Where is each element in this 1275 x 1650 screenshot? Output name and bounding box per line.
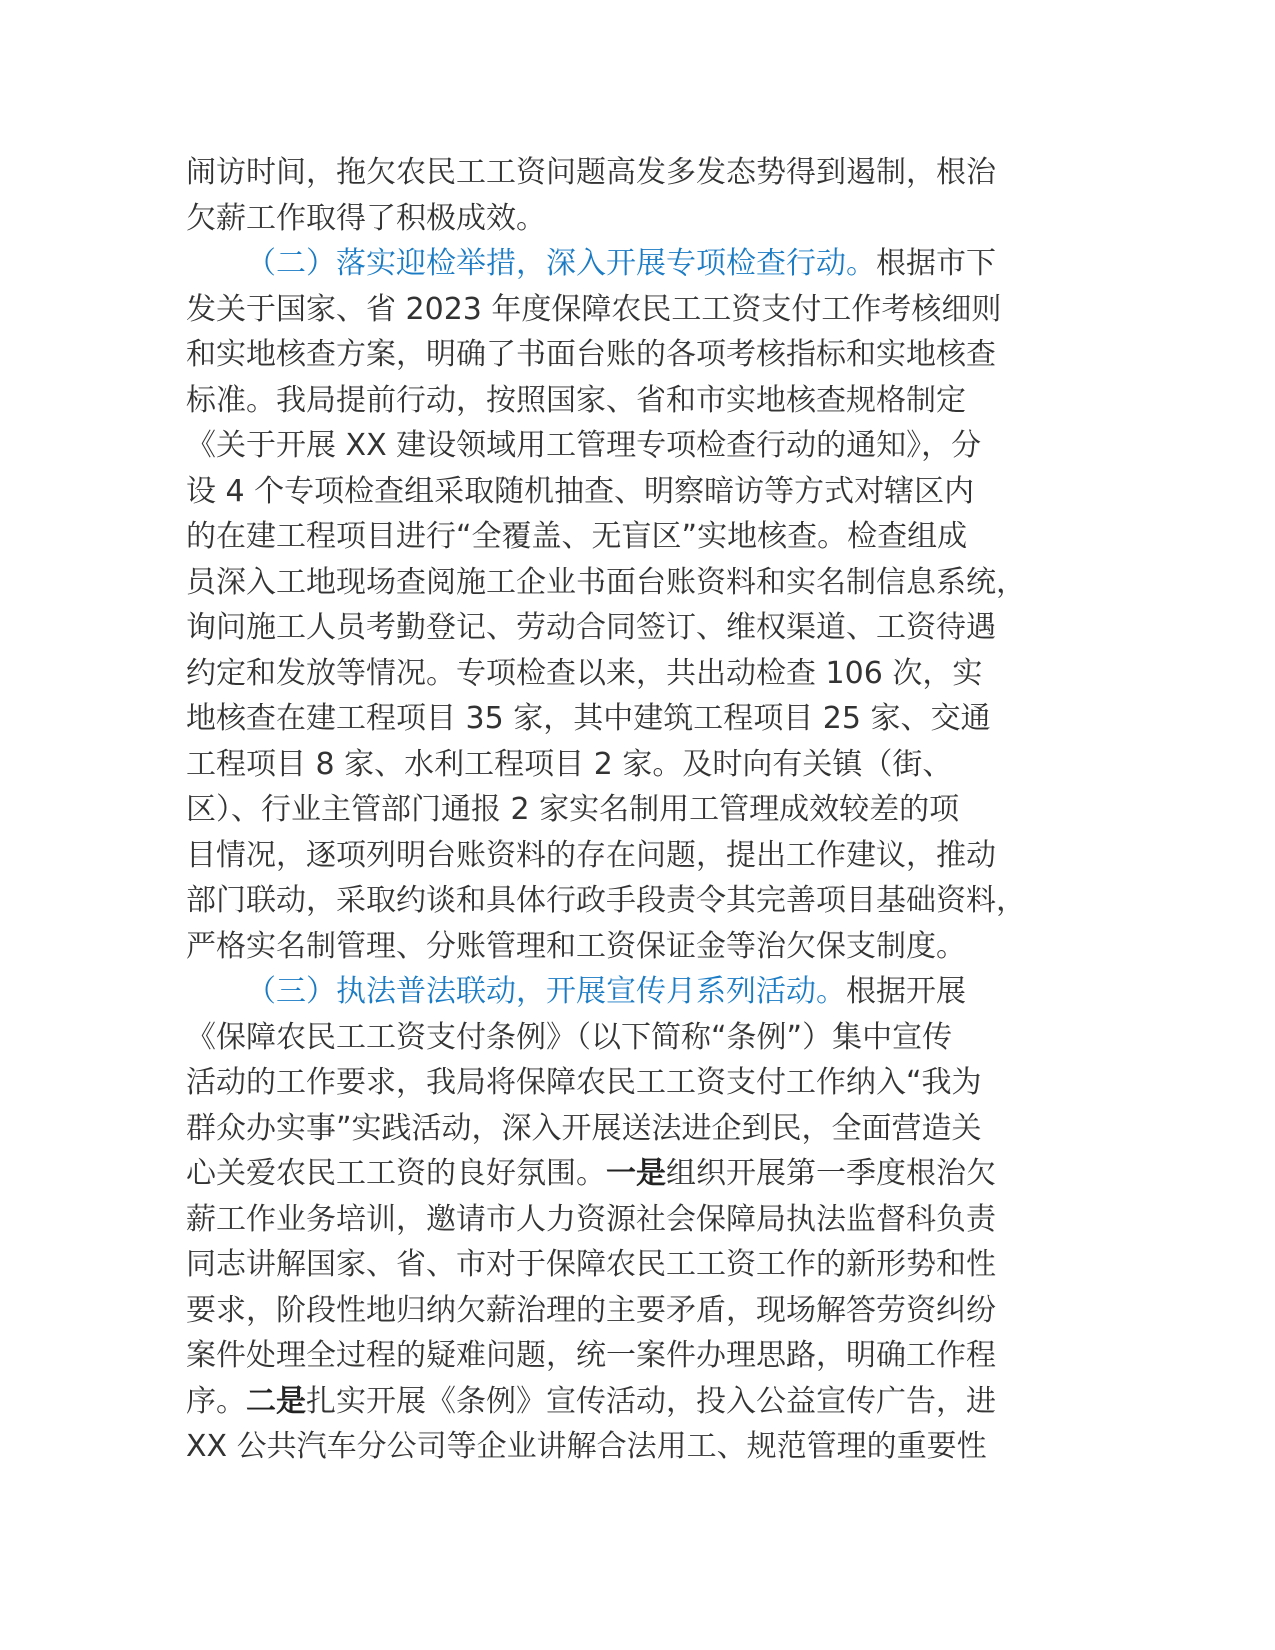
text-line — [186, 1379, 1096, 1425]
text-line: 薪工作业务培训，邀请市人力资源社会保障局执法监督科负责 — [186, 1201, 996, 1237]
text-line — [186, 1151, 1096, 1197]
section-heading: （三）执法普法联动，开展宣传月系列活动。 — [246, 974, 846, 1009]
text-span: 组织开展第一季度根治欠 — [666, 1156, 996, 1191]
text-line: 《保障农民工工资支付条例》（以下简称“条例”）集中宣传 — [186, 1019, 953, 1055]
text-line: 发关于国家、省 2023 年度保障农民工工资支付工作考核细则 — [186, 291, 1002, 327]
text-span: 根据开展 — [846, 974, 966, 1009]
text-line: 欠薪工作取得了积极成效。 — [186, 200, 546, 236]
bold-marker: 二是 — [246, 1383, 306, 1419]
text-span: 心关爱农民工工资的良好氛围。 — [186, 1156, 606, 1191]
text-span: 扎实开展《条例》宣传活动，投入公益宣传广告，进 — [306, 1383, 996, 1419]
text-span: 序。 — [186, 1383, 246, 1419]
text-line: 目情况，逐项列明台账资料的存在问题，提出工作建议，推动 — [186, 837, 996, 873]
text-line: 同志讲解国家、省、市对于保障农民工工资工作的新形势和性 — [186, 1247, 996, 1282]
text-line: 设 4 个专项检查组采取随机抽查、明察暗访等方式对辖区内 — [186, 473, 975, 509]
text-line: 员深入工地现场查阅施工企业书面台账资料和实名制信息系统， — [186, 564, 1026, 600]
section-heading-line — [186, 969, 1096, 1015]
bold-marker: 一是 — [606, 1156, 666, 1191]
text-span: 根据市下 — [876, 246, 996, 281]
text-line: 严格实名制管理、分账管理和工资保证金等治欠保支制度。 — [186, 928, 966, 964]
text-line: 案件处理全过程的疑难问题，统一案件办理思路，明确工作程 — [186, 1338, 996, 1373]
section-heading-line — [186, 241, 1096, 287]
document-body — [186, 150, 1096, 1470]
text-line: 的在建工程项目进行“全覆盖、无盲区”实地核查。检查组成 — [186, 519, 968, 554]
text-line: 闹访时间，拖欠农民工工资问题高发多发态势得到遏制，根治 — [186, 155, 996, 190]
text-line: 区）、行业主管部门通报 2 家实名制用工管理成效较差的项 — [186, 792, 960, 827]
text-line: 《关于开展 XX 建设领域用工管理专项检查行动的通知》，分 — [186, 428, 982, 463]
text-line: 活动的工作要求，我局将保障农民工工资支付工作纳入“我为 — [186, 1065, 982, 1100]
section-heading: （二）落实迎检举措，深入开展专项检查行动。 — [246, 246, 876, 281]
text-line: 工程项目 8 家、水利工程项目 2 家。及时向有关镇（街、 — [186, 746, 953, 782]
text-line: 群众办实事”实践活动，深入开展送法进企到民，全面营造关 — [186, 1110, 982, 1146]
text-line: 要求，阶段性地归纳欠薪治理的主要矛盾，现场解答劳资纠纷 — [186, 1292, 996, 1328]
text-line: 地核查在建工程项目 35 家，其中建筑工程项目 25 家、交通 — [186, 701, 991, 736]
text-line: 约定和发放等情况。专项检查以来，共出动检查 106 次，实 — [186, 655, 983, 691]
text-line: 标准。我局提前行动，按照国家、省和市实地核查规格制定 — [186, 382, 966, 418]
text-line: XX 公共汽车分公司等企业讲解合法用工、规范管理的重要性 — [186, 1429, 987, 1464]
text-line: 部门联动，采取约谈和具体行政手段责令其完善项目基础资料， — [186, 883, 1026, 918]
text-line: 询问施工人员考勤登记、劳动合同签订、维权渠道、工资待遇 — [186, 610, 996, 645]
text-line: 和实地核查方案，明确了书面台账的各项考核指标和实地核查 — [186, 337, 996, 372]
